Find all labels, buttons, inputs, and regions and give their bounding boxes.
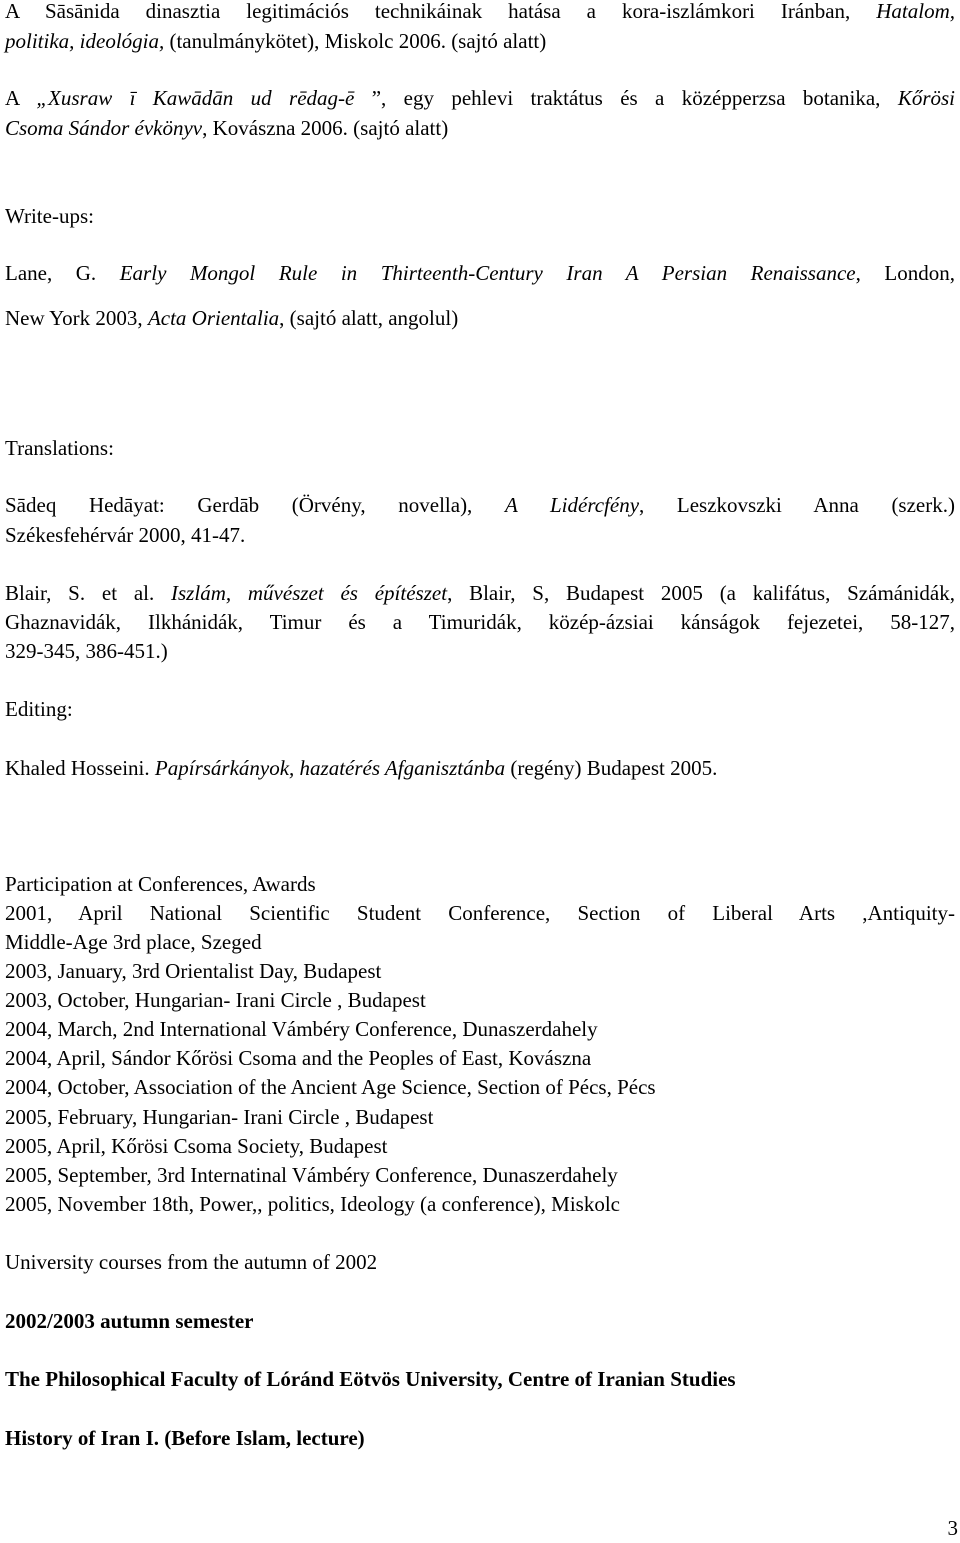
writeup-line: New York 2003, Acta Orientalia, (sajtó alatt, angolul) [5,306,459,330]
conference-item: 2005, April, Kőrösi Csoma Society, Budapest [5,1134,388,1158]
section-heading-translations: Translations: [5,436,114,460]
faculty-heading: The Philosophical Faculty of Lóránd Eötvös University, Centre of Iranian Studies [5,1367,736,1391]
editing-line: Khaled Hosseini. Papírsárkányok, hazatérés Afganisztánba (regény) Budapest 2005. [5,756,718,780]
publication-line: A Sāsānida dinasztia legitimációs technikáinak hatása a kora-iszlámkori Iránban, Hatalom, [5,0,955,23]
conference-item: 2001, April National Scientific Student Conference, Section of Liberal Arts ,Antiquity- [5,901,955,925]
conference-item: 2004, March, 2nd International Vámbéry Conference, Dunaszerdahely [5,1017,598,1041]
publication-line: A „Xusraw ī Kawādān ud rēdag-ē ”, egy pehlevi traktátus és a középperzsa botanika, Kőrösi [5,86,955,110]
translation-line: Székesfehérvár 2000, 41-47. [5,523,246,547]
section-heading-conferences: Participation at Conferences, Awards [5,872,316,896]
translation-line: Blair, S. et al. Iszlám, művészet és építészet, Blair, S, Budapest 2005 (a kalifátus, Számánidák, [5,581,956,605]
translation-line: 329-345, 386-451.) [5,639,168,663]
conference-item: 2003, October, Hungarian- Irani Circle , Budapest [5,988,426,1012]
section-heading-writeups: Write-ups: [5,204,94,228]
course-title: History of Iran I. (Before Islam, lecture) [5,1426,365,1450]
translation-line: Sādeq Hedāyat: Gerdāb (Örvény, novella), A Lidércfény, Leszkovszki Anna (szerk.) [5,493,955,517]
publication-line: politika, ideológia, (tanulmánykötet), Miskolc 2006. (sajtó alatt) [5,29,547,53]
conference-item: 2005, November 18th, Power,, politics, Ideology (a conference), Miskolc [5,1192,620,1216]
page-number: 3 [947,1516,958,1540]
conference-item: Middle-Age 3rd place, Szeged [5,930,262,954]
writeup-line: Lane, G. Early Mongol Rule in Thirteenth-Century Iran A Persian Renaissance, London, [5,261,955,285]
conference-item: 2004, April, Sándor Kőrösi Csoma and the Peoples of East, Kovászna [5,1046,592,1070]
translation-line: Ghaznavidák, Ilkhánidák, Timur és a Timuridák, közép-ázsiai kánságok fejezetei, 58-127, [5,610,955,634]
publication-line: Csoma Sándor évkönyv, Kovászna 2006. (sajtó alatt) [5,116,449,140]
conference-item: 2005, September, 3rd Internatinal Vámbéry Conference, Dunaszerdahely [5,1163,618,1187]
section-heading-editing: Editing: [5,697,73,721]
conference-item: 2004, October, Association of the Ancient Age Science, Section of Pécs, Pécs [5,1075,656,1099]
semester-heading: 2002/2003 autumn semester [5,1309,254,1333]
conference-item: 2005, February, Hungarian- Irani Circle , Budapest [5,1105,434,1129]
section-heading-courses: University courses from the autumn of 2002 [5,1250,378,1274]
conference-item: 2003, January, 3rd Orientalist Day, Budapest [5,959,382,983]
